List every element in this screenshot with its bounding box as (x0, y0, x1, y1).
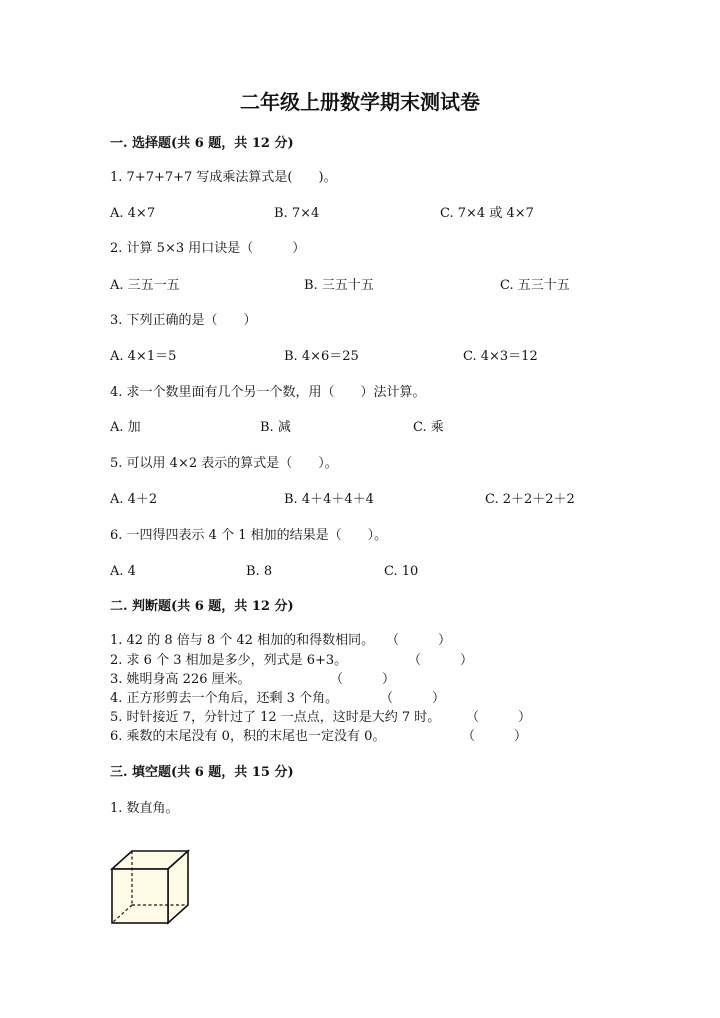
page-title: 二年级上册数学期末测试卷 (240, 90, 480, 114)
option-c: C. 五三十五 (500, 278, 570, 293)
option-c: C. 10 (384, 564, 419, 579)
section-heading-judgment: 二. 判断题(共 6 题，共 12 分) (110, 599, 294, 614)
answer-blank[interactable]: （ ） (408, 653, 474, 668)
judgment-item: 6. 乘数的末尾没有 0，积的末尾也一定没有 0。 (110, 729, 386, 744)
option-b: B. 4＋4＋4＋4 (284, 492, 374, 507)
option-a: A. 4＋2 (110, 492, 158, 507)
question-stem: 1. 7+7+7+7 写成乘法算式是( )。 (110, 170, 337, 185)
judgment-item: 2. 求 6 个 3 相加是多少，列式是 6+3。 (110, 653, 348, 668)
answer-blank[interactable]: （ ） (466, 710, 532, 725)
option-a: A. 4×1＝5 (110, 349, 177, 364)
option-a: A. 加 (110, 420, 141, 435)
section-heading-choice: 一. 选择题(共 6 题，共 12 分) (110, 136, 294, 151)
answer-blank[interactable]: （ ） (330, 672, 396, 687)
question-stem: 1. 数直角。 (110, 801, 179, 816)
question-stem: 2. 计算 5×3 用口诀是（ ） (110, 241, 306, 256)
option-c: C. 2＋2＋2＋2 (485, 492, 575, 507)
judgment-item: 5. 时针接近 7，分针过了 12 一点点，这时是大约 7 时。 (110, 710, 441, 725)
option-a: A. 三五一五 (110, 278, 180, 293)
option-c: C. 4×3＝12 (463, 349, 538, 364)
section-heading-fill: 三. 填空题(共 6 题，共 15 分) (110, 765, 294, 780)
answer-blank[interactable]: （ ） (386, 633, 452, 648)
option-b: B. 7×4 (274, 206, 320, 221)
option-c: C. 7×4 或 4×7 (440, 206, 534, 221)
judgment-item: 4. 正方形剪去一个角后，还剩 3 个角。 (110, 691, 339, 706)
answer-blank[interactable]: （ ） (380, 691, 446, 706)
option-a: A. 4 (110, 564, 136, 579)
option-b: B. 减 (260, 420, 291, 435)
cube-figure-icon (108, 845, 192, 925)
question-stem: 4. 求一个数里面有几个另一个数，用（ ）法计算。 (110, 385, 426, 400)
answer-blank[interactable]: （ ） (462, 729, 528, 744)
option-b: B. 4×6＝25 (284, 349, 359, 364)
question-stem: 5. 可以用 4×2 表示的算式是（ ）。 (110, 456, 338, 471)
option-c: C. 乘 (413, 420, 444, 435)
judgment-item: 3. 姚明身高 226 厘米。 (110, 672, 251, 687)
judgment-item: 1. 42 的 8 倍与 8 个 42 相加的和得数相同。 (110, 633, 375, 648)
question-stem: 6. 一四得四表示 4 个 1 相加的结果是（ ）。 (110, 528, 388, 543)
option-b: B. 三五十五 (304, 278, 374, 293)
option-b: B. 8 (246, 564, 273, 579)
option-a: A. 4×7 (110, 206, 156, 221)
question-stem: 3. 下列正确的是（ ） (110, 313, 257, 328)
